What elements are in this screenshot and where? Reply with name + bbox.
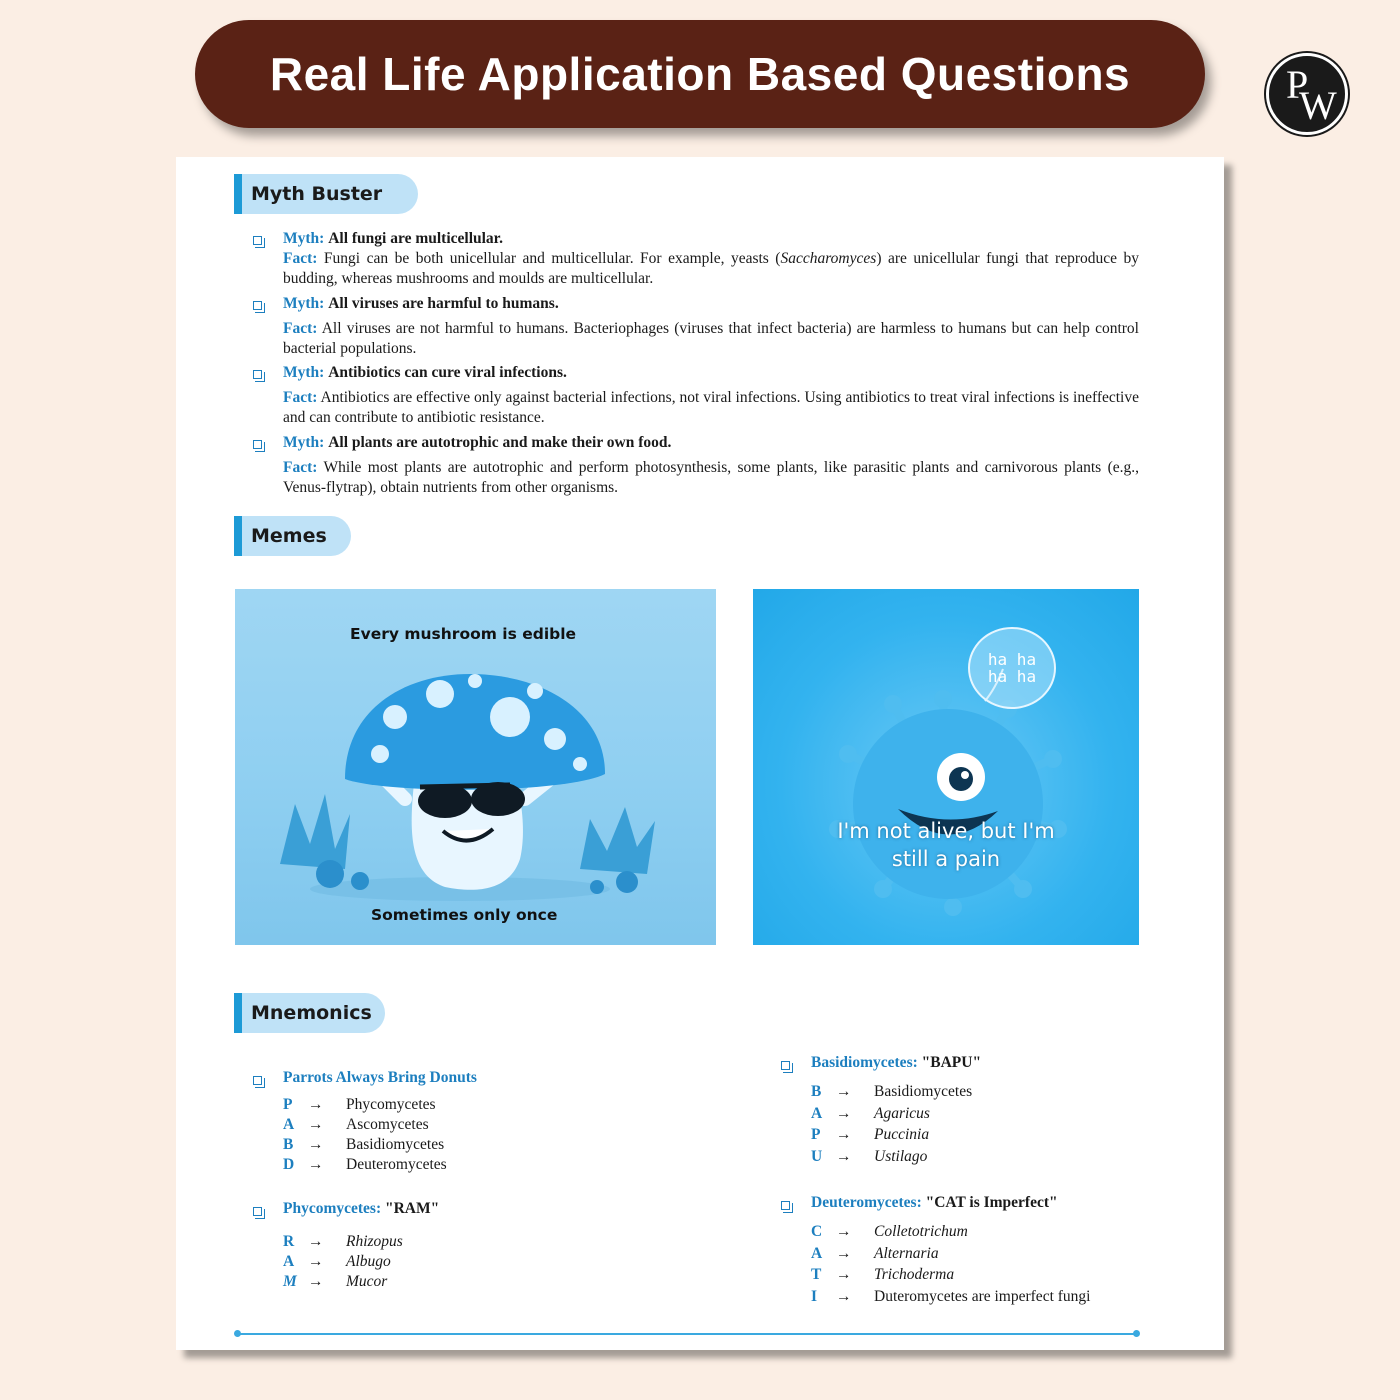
bubble-line2: ha ha xyxy=(987,667,1037,686)
checkbox-bullet-icon xyxy=(781,1201,790,1210)
myth-line: Myth: All viruses are harmful to humans. xyxy=(283,295,559,312)
arrow-icon: → xyxy=(836,1266,852,1283)
myth-line: Myth: Antibiotics can cure viral infections. xyxy=(283,364,567,381)
page-title: Real Life Application Based Questions xyxy=(269,48,1131,100)
fact-line: Fact: All viruses are not harmful to humans. Bacteriophages (viruses that infect bacteria) are harmless to humans but can help control bacterial populations. xyxy=(283,320,1139,357)
virus-illustration xyxy=(753,589,1139,945)
myth-buster-heading: Myth Buster xyxy=(234,174,418,214)
arrow-icon: → xyxy=(308,1116,324,1133)
title-banner xyxy=(195,20,1205,128)
myth-line: Myth: All plants are autotrophic and make their own food. xyxy=(283,434,672,451)
arrow-icon: → xyxy=(308,1233,324,1250)
arrow-icon: → xyxy=(308,1096,324,1113)
meme-caption-line1: I'm not alive, but I'm xyxy=(837,819,1055,843)
logo-letter-w: W xyxy=(1299,83,1337,128)
arrow-icon: → xyxy=(836,1245,852,1262)
fact-line: Fact: While most plants are autotrophic and perform photosynthesis, some plants, like parasitic plants and carnivorous plants (e.g., Venus-flytrap), obtain nutrients from other organisms. xyxy=(283,459,1139,496)
arrow-icon: → xyxy=(836,1083,852,1100)
bubble-line1: ha ha xyxy=(987,650,1037,669)
checkbox-bullet-icon xyxy=(253,236,262,245)
checkbox-bullet-icon xyxy=(253,301,262,310)
meme-caption-line2: still a pain xyxy=(891,847,1001,871)
mushroom-meme-image xyxy=(235,589,716,945)
checkbox-bullet-icon xyxy=(253,1207,262,1216)
myth-item-2 xyxy=(283,294,1139,359)
mnemonics-heading: Mnemonics xyxy=(234,993,385,1033)
arrow-icon: → xyxy=(836,1288,852,1305)
pw-logo xyxy=(1266,53,1348,135)
arrow-icon: → xyxy=(836,1148,852,1165)
divider-dot-right xyxy=(1133,1330,1140,1337)
meme-bottom-text: Sometimes only once xyxy=(371,906,558,924)
checkbox-bullet-icon xyxy=(781,1061,790,1070)
divider-dot-left xyxy=(234,1330,241,1337)
memes-heading: Memes xyxy=(234,516,351,556)
bapu-title: Basidiomycetes: "BAPU" xyxy=(811,1054,982,1071)
checkbox-bullet-icon xyxy=(253,1076,262,1085)
laugh-speech-bubble xyxy=(968,627,1056,709)
myth-line: Myth: All fungi are multicellular. xyxy=(283,230,504,247)
checkbox-bullet-icon xyxy=(253,370,262,379)
myth-item-4 xyxy=(283,433,1139,498)
arrow-icon: → xyxy=(836,1105,852,1122)
arrow-icon: → xyxy=(308,1253,324,1270)
virus-meme-image xyxy=(753,589,1139,945)
fact-line: Fact: Fungi can be both unicellular and multicellular. For example, yeasts (Saccharomyces) are unicellular fungi that reproduce by budding, whereas mushrooms and moulds are multicellular. xyxy=(283,250,1140,287)
arrow-icon: → xyxy=(836,1126,852,1143)
myth-item-1 xyxy=(283,229,1139,289)
fact-line: Fact: Antibiotics are effective only against bacterial infections, not viral infections. Using antibiotics to treat viral infections is ineffective and can contribute to antibiotic resistance. xyxy=(283,389,1139,426)
checkbox-bullet-icon xyxy=(253,440,262,449)
arrow-icon: → xyxy=(308,1136,324,1153)
pabd-title: Parrots Always Bring Donuts xyxy=(283,1069,477,1086)
logo-letter-p: P xyxy=(1286,62,1309,107)
arrow-icon: → xyxy=(308,1273,324,1290)
footer-divider xyxy=(237,1333,1137,1335)
ram-title: Phycomycetes: "RAM" xyxy=(283,1200,440,1217)
meme-top-text: Every mushroom is edible xyxy=(350,625,577,643)
arrow-icon: → xyxy=(308,1156,324,1173)
cati-title: Deuteromycetes: "CAT is Imperfect" xyxy=(811,1194,1058,1211)
myth-item-3 xyxy=(283,363,1139,428)
arrow-icon: → xyxy=(836,1223,852,1240)
